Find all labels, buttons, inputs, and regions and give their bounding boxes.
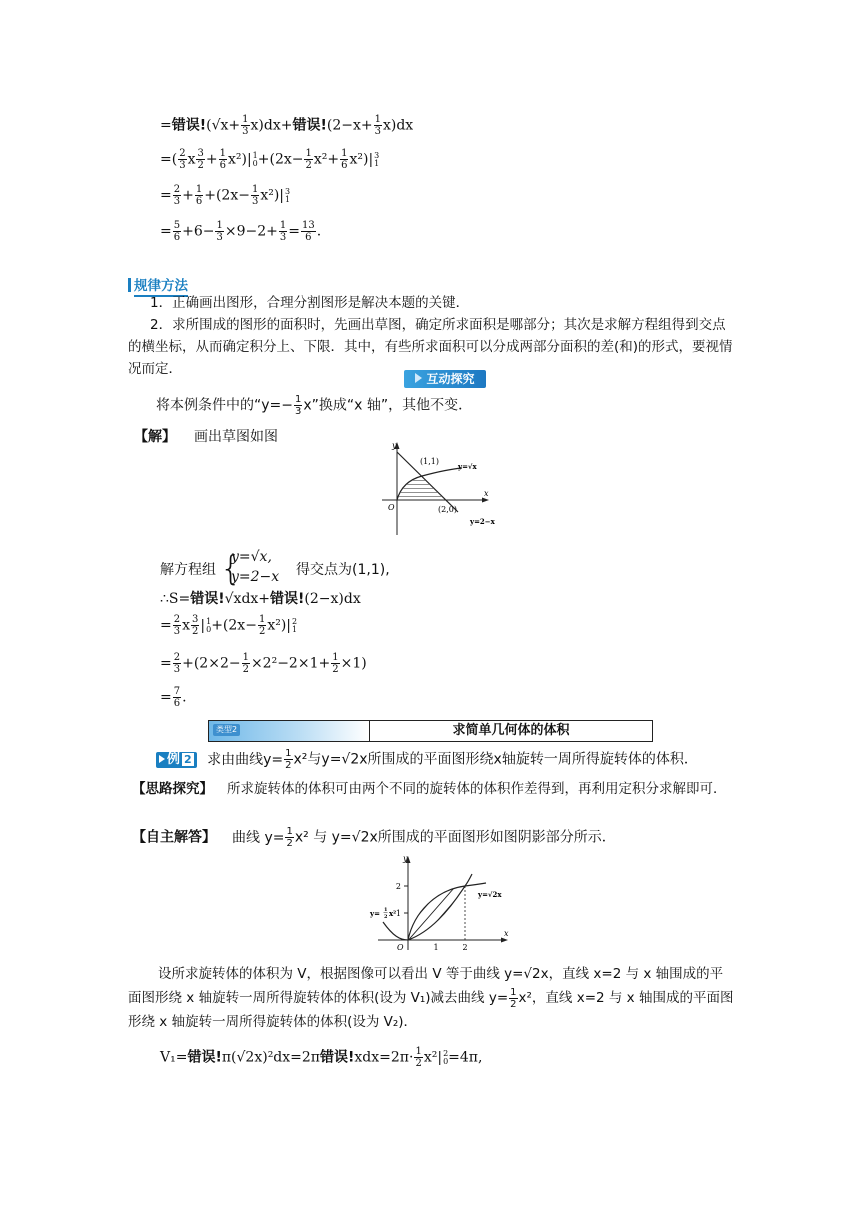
fraction [301, 220, 316, 243]
denominator: 2 [285, 760, 292, 771]
text: = [288, 223, 300, 240]
text: = [160, 187, 172, 204]
s-line [160, 590, 361, 608]
fraction [414, 1046, 422, 1069]
explore-line2 [160, 614, 297, 637]
curve-sqrt-2x [408, 883, 486, 940]
solve-label: 【自主解答】 [132, 829, 216, 846]
denominator: 6 [341, 160, 348, 171]
numerator: 1 [242, 652, 249, 663]
lower-limit: 0 [443, 1056, 449, 1066]
numerator: 1 [195, 184, 203, 195]
error-marker: 错误! [320, 1049, 355, 1066]
denominator: 3 [279, 232, 287, 243]
text: +(2x− [257, 151, 304, 168]
text: ×9−2+ [224, 223, 278, 240]
text: = [160, 117, 172, 134]
fraction [509, 987, 517, 1010]
lower-limit: 0 [206, 624, 212, 634]
type2-title: 求简单几何体的体积 [452, 723, 570, 738]
numerator: 2 [173, 652, 181, 663]
text: x²)| [349, 151, 374, 168]
text: x [187, 151, 196, 168]
text: 解方程组 [160, 562, 216, 578]
text: 画出草图如图 [194, 429, 278, 445]
fraction [284, 748, 292, 771]
x-label: x [484, 489, 489, 498]
text: + [205, 151, 218, 168]
curve-label-suffix: x² [389, 909, 397, 918]
text: x²)| [260, 187, 285, 204]
text: +6− [182, 223, 215, 240]
numerator: 3 [197, 148, 204, 159]
solve-section [132, 826, 616, 849]
curve-label-num: 1 [384, 907, 388, 913]
example-tag [156, 752, 197, 768]
denominator: 6 [195, 196, 203, 207]
text: = [160, 617, 172, 634]
method-heading [128, 274, 188, 294]
text: ×2²−2×1+ [250, 655, 331, 672]
upper-limit: 2 [292, 616, 298, 626]
text: + [182, 187, 194, 204]
think-text: 所求旋转体的体积可由两个不同的旋转体的体积作差得到，再利用定积分求解即可． [227, 781, 727, 797]
upper-limit: 1 [252, 150, 258, 160]
type2-tag: 类型2 [213, 724, 240, 736]
y-label: y [403, 854, 408, 863]
text: +(2x− [211, 617, 257, 634]
denominator: 2 [415, 1058, 422, 1069]
numerator: 1 [279, 220, 287, 231]
explore-banner [404, 370, 486, 388]
denominator: 2 [258, 626, 266, 637]
fraction [219, 148, 227, 171]
text: 得交点为(1,1), [296, 562, 390, 578]
denominator: 6 [173, 232, 181, 243]
example2-question [156, 748, 698, 771]
think-section [128, 778, 734, 800]
fraction [215, 220, 223, 243]
numerator: 3 [192, 614, 199, 625]
fraction [173, 652, 181, 675]
fraction [191, 614, 199, 637]
denominator: 3 [295, 406, 302, 417]
numerator: 1 [285, 748, 292, 759]
text: x)dx [382, 117, 414, 134]
play-icon [415, 373, 422, 383]
fraction [195, 184, 203, 207]
fraction [285, 826, 293, 849]
numerator: 1 [305, 148, 312, 159]
tick-label-y2: 2 [395, 882, 401, 891]
error-marker: 错误! [190, 591, 225, 607]
text: ×1) [340, 655, 367, 672]
numerator: 1 [286, 826, 293, 837]
text: = [160, 655, 172, 672]
text: x”换成“x 轴”，其他不变． [303, 397, 473, 414]
text: xdx=2π· [354, 1049, 414, 1066]
text: (√x+ [206, 117, 241, 134]
calc1-line1 [160, 114, 413, 137]
numerator: 1 [374, 114, 381, 125]
upper-limit: 3 [285, 186, 291, 196]
fraction [173, 184, 181, 207]
text: 求由曲线y= [207, 751, 284, 768]
numerator: 1 [341, 148, 348, 159]
upper-limit: 2 [443, 1048, 449, 1058]
text: =( [160, 151, 178, 168]
denominator: 3 [179, 160, 186, 171]
text: √xdx+ [224, 591, 271, 607]
tick-label-x2: 2 [462, 943, 468, 952]
fraction [340, 148, 348, 171]
numerator: 7 [173, 686, 181, 697]
numerator: 1 [510, 986, 517, 998]
equation-2: y=2−x [231, 569, 280, 585]
fraction [173, 220, 181, 243]
calc1-line2 [160, 148, 379, 171]
curve-label-2-minus-x: y=2−x [470, 517, 495, 526]
x-label: x [504, 929, 509, 938]
denominator: 6 [305, 232, 312, 243]
v1-line [160, 1046, 482, 1069]
error-marker: 错误! [187, 1049, 222, 1066]
text: x²)| [267, 617, 291, 634]
lower-limit: 1 [285, 194, 291, 204]
error-marker: 错误! [292, 117, 327, 134]
text: 设所求旋转体的体积为 V，根据图像可以看出 V 等于曲线 y=√2x，直线 x=2 与 x 轴围成的平面图形绕 x 轴旋转一周所得旋转体的体积(设为 V₁)减去曲线 y= [128, 966, 724, 1006]
denominator: 3 [216, 232, 223, 243]
limits [374, 152, 379, 168]
calc1-line4 [160, 220, 321, 243]
numerator: 13 [301, 220, 315, 231]
fraction [178, 148, 186, 171]
explore-banner-text: 互动探究 [426, 372, 475, 386]
text: | [200, 617, 206, 634]
denominator: 6 [173, 698, 181, 709]
denominator: 2 [242, 664, 249, 675]
denominator: 3 [173, 196, 181, 207]
fraction [242, 652, 250, 675]
fraction [258, 614, 266, 637]
text: = [160, 689, 172, 706]
text: x²+ [313, 151, 340, 168]
method-p1: 1．正确画出图形，合理分割图形是解决本题的关键． [150, 295, 470, 311]
denominator: 2 [192, 626, 199, 637]
text: +(2x− [204, 187, 250, 204]
denominator: 2 [510, 998, 517, 1010]
point-1-1: (1,1) [420, 457, 439, 466]
numerator: 1 [216, 220, 223, 231]
fraction [173, 614, 181, 637]
text: (2−x)dx [304, 591, 361, 607]
numerator: 1 [295, 394, 302, 405]
think-label: 【思路探究】 [132, 781, 213, 797]
curve-label-sqrt-2x: y=√2x [478, 890, 502, 899]
text: x²| [423, 1049, 443, 1066]
numerator: 1 [219, 148, 226, 159]
upper-limit: 3 [374, 150, 380, 160]
equation-1: y=√x, [231, 549, 272, 565]
text: x²与y=√2x所围成的平面图形绕x轴旋转一周所得旋转体的体积． [293, 751, 698, 768]
heading-bar [128, 278, 131, 292]
method-heading-text: 规律方法 [134, 278, 188, 297]
limits [292, 618, 297, 634]
text: V₁= [160, 1049, 188, 1066]
numerator: 1 [332, 652, 339, 663]
text: (2−x+ [326, 117, 373, 134]
method-p2: 2．求所围成的图形的面积时，先画出草图，确定所求面积是哪部分；其次是求解方程组得到交点的横坐标，从而确定积分上、下限．其中，有些所求面积可以分成两部分面积的差(和)的形式，要视情况而定． [128, 317, 733, 377]
y-label: y [392, 441, 397, 450]
numerator: 2 [179, 148, 186, 159]
text: =4π, [448, 1049, 483, 1066]
text: +(2×2− [182, 655, 241, 672]
curve-label-sqrt-x: y=√x [458, 462, 477, 471]
denominator: 3 [173, 664, 181, 675]
graph-sqrt-x [362, 440, 512, 540]
limits [285, 188, 290, 204]
text: = [160, 223, 172, 240]
explore-line3 [160, 652, 367, 675]
numerator: 2 [173, 614, 181, 625]
error-marker: 错误! [270, 591, 305, 607]
fraction [331, 652, 339, 675]
denominator: 2 [305, 160, 312, 171]
denominator: 3 [374, 126, 381, 137]
text: . [182, 689, 187, 706]
example-tag-text: 例 [167, 751, 181, 767]
explore-question [156, 394, 472, 417]
x-axis-arrow [482, 498, 489, 503]
calc1-line3 [160, 184, 290, 207]
upper-limit: 1 [206, 616, 212, 626]
numerator: 1 [415, 1046, 422, 1057]
x-axis-arrow [501, 938, 508, 943]
denominator: 2 [332, 664, 339, 675]
fraction [173, 686, 181, 709]
text: 曲线 y= [232, 829, 285, 846]
fraction [196, 148, 204, 171]
text: x² 与 y=√2x所围成的平面图形如图阴影部分所示． [294, 829, 616, 846]
origin-label: O [397, 943, 404, 952]
error-marker: 错误! [171, 117, 207, 134]
denominator: 3 [173, 626, 181, 637]
numerator: 1 [258, 614, 266, 625]
text: x²，直线 x=2 与 x 轴围成的平面图形绕 x 轴旋转一周所得旋转体的体积(设为 V₂)． [128, 990, 734, 1030]
fraction [294, 394, 302, 417]
type2-tag-area [209, 721, 370, 741]
denominator: 6 [219, 160, 226, 171]
text: x²)| [227, 151, 252, 168]
denominator: 3 [251, 196, 259, 207]
fraction [251, 184, 259, 207]
denominator: 2 [197, 160, 204, 171]
solution-label: 【解】 [134, 429, 176, 445]
text: . [316, 223, 322, 240]
curve-label-prefix: y= [370, 909, 380, 918]
shaded-region-left [397, 476, 422, 500]
tick-label-x1: 1 [433, 943, 439, 952]
tick-label-y1: 1 [395, 909, 401, 918]
explore-line4 [160, 686, 187, 709]
numerator: 1 [251, 184, 259, 195]
type2-header [208, 720, 653, 742]
denominator: 3 [242, 126, 249, 137]
numerator: 5 [173, 220, 181, 231]
arrow-icon [159, 755, 165, 763]
numerator: 2 [173, 184, 181, 195]
denominator: 2 [286, 838, 293, 849]
lower-limit: 1 [292, 624, 298, 634]
numerator: 1 [242, 114, 249, 125]
point-2-0: (2,0) [438, 505, 457, 514]
brace-icon: { [220, 549, 242, 589]
text: ∴S= [160, 591, 191, 607]
fraction [304, 148, 312, 171]
fraction [241, 114, 249, 137]
curve-label-den: 2 [384, 914, 388, 920]
text: x)dx+ [250, 117, 293, 134]
graph-rotation [368, 852, 518, 954]
volume-explanation [128, 962, 734, 1034]
example-number: 2 [184, 752, 192, 766]
origin-label: O [388, 503, 395, 512]
text: π(√2x)²dx=2π [221, 1049, 321, 1066]
lower-limit: 1 [374, 158, 380, 168]
text: x [182, 617, 191, 634]
text: 将本例条件中的“y=− [156, 397, 293, 414]
fraction [279, 220, 287, 243]
fraction [374, 114, 382, 137]
explore-solution [134, 428, 278, 446]
lower-limit: 0 [252, 158, 258, 168]
